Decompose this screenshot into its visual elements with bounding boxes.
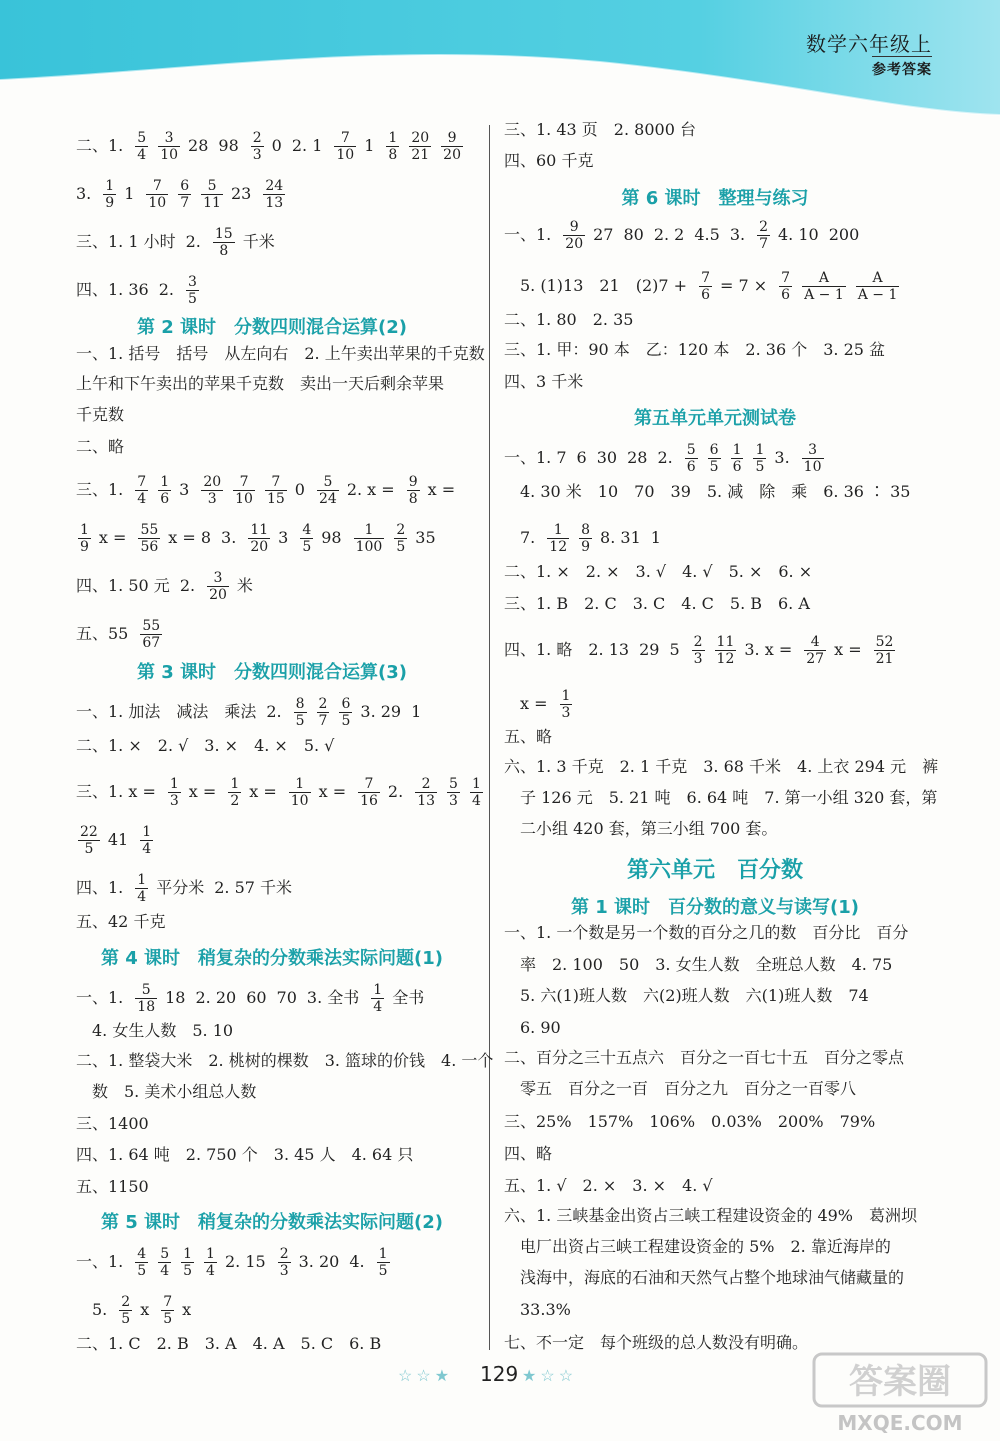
answer-text: 四、略: [504, 1144, 553, 1163]
answer-text: 29: [639, 640, 660, 659]
answer-line: [504, 634, 903, 667]
answer-text: 2. 20: [195, 988, 237, 1007]
fraction: $\frac{A}{A - 1}$: [857, 270, 898, 303]
answer-text: 3.: [774, 448, 790, 467]
answer-line: [504, 1206, 927, 1226]
fraction: $\frac{1}{5}$: [755, 442, 765, 475]
fraction: $\frac{7}{4}$: [137, 474, 147, 507]
answer-text: 2. 2: [653, 225, 685, 244]
fraction: $\frac{5}{3}$: [449, 776, 458, 809]
answer-line: [504, 270, 907, 303]
answer-text: 一、1. 括号 括号 从左向右 2. 上午卖出苹果的千克数: [76, 344, 485, 363]
answer-line: [76, 522, 446, 555]
answer-line: [504, 788, 947, 808]
fraction: $\frac{2}{3}$: [279, 1246, 289, 1279]
answer-text: 零五 百分之一百 百分之九 百分之一百零八: [504, 1079, 857, 1098]
answer-text: 2. 57 千米: [214, 878, 293, 897]
answer-text: 2. 15: [224, 1252, 266, 1271]
answer-text: 6. 90: [504, 1018, 561, 1037]
answer-line: [76, 1294, 201, 1327]
answer-text: 电厂出资占三峡工程建设资金的 5% 2. 靠近海岸的: [504, 1237, 891, 1256]
answer-text: 全书: [392, 988, 425, 1007]
fraction: $\frac{1}{2}$: [230, 776, 240, 809]
answer-text: 二、百分之三十五点六 百分之一百七十五 百分之零点: [504, 1048, 905, 1067]
fraction: $\frac{7}{10}$: [235, 474, 253, 507]
answer-text: 六、1. 3 千克 2. 1 千克 3. 68 千米 4. 上衣 294 元 裤: [504, 757, 939, 776]
header-title: 数学六年级上: [806, 32, 932, 56]
answer-text: 四、1.: [76, 878, 124, 897]
fraction: $\frac{1}{5}$: [378, 1246, 388, 1279]
answer-text: 六、1. 三峡基金出资占三峡工程建设资金的 49% 葛洲坝: [504, 1206, 918, 1225]
answer-line: [76, 1114, 159, 1134]
answer-line: [504, 372, 593, 392]
answer-text: 子 126 元 5. 21 吨 6. 64 吨 7. 第一小组 320 套，第: [504, 788, 938, 807]
answer-text: 200: [828, 225, 860, 244]
answer-line: [504, 757, 948, 777]
fraction: $\frac{7}{10}$: [148, 178, 167, 211]
section-heading: 第六单元 百分数: [626, 858, 804, 883]
section-heading: 第 3 课时 分数四则混合运算(3): [136, 662, 408, 683]
answer-line: [76, 1082, 266, 1102]
answer-line: [76, 474, 465, 507]
fraction: $\frac{1}{4}$: [471, 776, 481, 809]
footer-stars-right: ★☆☆: [522, 1366, 578, 1385]
answer-text: 三、1. 1 小时: [76, 232, 176, 251]
fraction: $\frac{3}{5}$: [187, 274, 197, 307]
fraction: $\frac{4}{5}$: [302, 522, 312, 555]
answer-text: 30: [596, 448, 618, 467]
fraction: $\frac{4}{27}$: [806, 634, 825, 667]
answer-text: 2.: [179, 576, 196, 595]
answer-text: 4. 10: [778, 225, 819, 244]
answer-line: [76, 776, 491, 809]
fraction: $\frac{2}{3}$: [252, 130, 262, 163]
answer-text: 70: [276, 988, 297, 1007]
answer-text: 18: [165, 988, 186, 1007]
answer-line: [76, 344, 495, 364]
fraction: $\frac{1}{4}$: [137, 872, 147, 905]
fraction: $\frac{5}{11}$: [203, 178, 221, 211]
fraction: $\frac{55}{67}$: [142, 618, 161, 651]
fraction: $\frac{1}{4}$: [142, 824, 152, 857]
answer-text: 28: [188, 136, 209, 155]
answer-text: 33.3%: [504, 1300, 571, 1319]
answer-text: 5: [669, 640, 680, 659]
answer-text: 三、1.: [76, 480, 124, 499]
answer-text: 3.: [221, 528, 237, 547]
answer-text: 四、1. 50 元: [76, 576, 170, 595]
answer-text: 五、略: [504, 727, 553, 746]
fraction: $\frac{7}{5}$: [163, 1294, 173, 1327]
answer-text: 三、1. B 2. C 3. C 4. C 5. B 6. A: [504, 594, 810, 613]
answer-text: 98: [321, 528, 342, 547]
header-banner: [0, 0, 1000, 120]
answer-line: [504, 1018, 571, 1038]
answer-text: 千克数: [76, 405, 125, 424]
fraction: $\frac{7}{16}$: [360, 776, 378, 809]
fraction: $\frac{1}{8}$: [388, 130, 398, 163]
answer-text: x =: [318, 782, 347, 801]
answer-line: [76, 437, 134, 457]
answer-text: 80: [623, 225, 644, 244]
answer-text: x =: [188, 782, 217, 801]
answer-text: 四、1. 略 2. 13: [504, 640, 630, 659]
answer-line: [76, 374, 454, 394]
section-heading: 第 1 课时 百分数的意义与读写(1): [570, 897, 860, 918]
answer-line: [504, 151, 603, 171]
answer-text: 60: [246, 988, 267, 1007]
answer-line: [504, 562, 822, 582]
fraction: $\frac{1}{6}$: [160, 474, 170, 507]
answer-text: x: [140, 1300, 150, 1319]
answer-text: 五、1. √ 2. × 3. × 4. √: [504, 1176, 713, 1195]
watermark-text: 答案圈: [849, 1362, 951, 1402]
fraction: $\frac{A}{A - 1}$: [804, 270, 844, 303]
fraction: $\frac{5}{6}$: [686, 442, 696, 475]
fraction: $\frac{20}{21}$: [411, 130, 430, 163]
answer-line: [76, 274, 207, 307]
fraction: $\frac{7}{6}$: [781, 270, 791, 303]
fraction: $\frac{5}{24}$: [318, 474, 337, 507]
answer-text: 3.: [76, 184, 92, 203]
answer-text: 2. 1: [291, 136, 323, 155]
fraction: $\frac{15}{8}$: [214, 226, 233, 259]
answer-line: [76, 1145, 423, 1165]
answer-line: [76, 912, 175, 932]
fraction: $\frac{7}{6}$: [701, 270, 710, 303]
fraction: $\frac{1}{9}$: [105, 178, 115, 211]
fraction: $\frac{1}{12}$: [549, 522, 568, 555]
answer-text: 二、1.: [76, 136, 124, 155]
answer-line: [504, 727, 562, 747]
answer-line: [504, 482, 920, 502]
fraction: $\frac{6}{5}$: [341, 696, 351, 729]
answer-line: [76, 618, 170, 651]
answer-line: [504, 1144, 562, 1164]
answer-line: [504, 1176, 723, 1196]
answer-text: 五、1150: [76, 1177, 149, 1196]
watermark-url: MXQE.COM: [837, 1411, 963, 1435]
answer-line: [504, 1048, 914, 1068]
fraction: $\frac{52}{21}$: [875, 634, 894, 667]
answer-text: 一、1. 加法 减法 乘法: [76, 702, 257, 721]
answer-text: 2.: [387, 782, 404, 801]
answer-line: [76, 405, 134, 425]
answer-text: 5. 六(1)班人数 六(2)班人数 六(1)班人数 74: [504, 986, 869, 1005]
answer-text: 三、1. 甲：90 本 乙：120 本 2. 36 个 3. 25 盆: [504, 340, 886, 359]
fraction: $\frac{1}{3}$: [169, 776, 179, 809]
fraction: $\frac{1}{9}$: [80, 522, 89, 555]
answer-text: 千米: [242, 232, 275, 251]
fraction: $\frac{9}{20}$: [443, 130, 461, 163]
answer-text: 3: [278, 528, 289, 547]
answer-text: 5. (1)13 21 (2)7 +: [504, 276, 688, 295]
answer-text: 浅海中，海底的石油和天然气占整个地球油气储藏量的: [504, 1268, 905, 1287]
answer-line: [504, 1079, 866, 1099]
answer-text: 四、60 千克: [504, 151, 594, 170]
fraction: $\frac{24}{13}$: [265, 178, 284, 211]
answer-text: 上午和下午卖出的苹果千克数 卖出一天后剩余苹果: [76, 374, 445, 393]
answer-text: 2. x =: [346, 480, 395, 499]
answer-text: 3: [179, 480, 190, 499]
answer-line: [504, 310, 643, 330]
answer-text: 3. 全书: [306, 988, 360, 1007]
fraction: $\frac{2}{5}$: [396, 522, 406, 555]
answer-text: 二、1. × 2. √ 3. × 4. × 5. √: [76, 736, 335, 755]
fraction: $\frac{1}{3}$: [561, 688, 571, 721]
answer-text: 35: [415, 528, 436, 547]
answer-text: x =: [249, 782, 277, 801]
fraction: $\frac{8}{5}$: [295, 696, 305, 729]
answer-text: 2.: [657, 448, 673, 467]
answer-text: 98: [218, 136, 239, 155]
answer-line: [504, 1268, 914, 1288]
answer-text: 二、1. C 2. B 3. A 4. A 5. C 6. B: [76, 1334, 382, 1353]
answer-text: 27: [593, 225, 614, 244]
answer-line: [76, 178, 293, 211]
fraction: $\frac{1}{6}$: [732, 442, 742, 475]
answer-text: x =: [834, 640, 862, 659]
answer-text: 三、1. 43 页 2. 8000 台: [504, 120, 696, 139]
fraction: $\frac{7}{15}$: [266, 474, 285, 507]
answer-text: 28: [627, 448, 648, 467]
answer-text: 率 2. 100 50 3. 女生人数 全班总人数 4. 75: [504, 955, 893, 974]
answer-text: 2.: [158, 280, 174, 299]
answer-line: [76, 1334, 391, 1354]
answer-text: 4.5: [694, 225, 720, 244]
page-number: 129: [480, 1362, 519, 1386]
answer-line: [504, 1112, 885, 1132]
answer-line: [504, 522, 671, 555]
answer-line: [504, 955, 902, 975]
section-heading: 第 6 课时 整理与练习: [621, 188, 809, 209]
answer-text: 3.: [729, 225, 746, 244]
answer-text: 23: [230, 184, 252, 203]
answer-text: 8. 31: [600, 528, 641, 547]
answer-line: [76, 130, 471, 163]
answer-line: [504, 219, 869, 252]
answer-line: [504, 1333, 818, 1353]
answer-text: x =: [98, 528, 127, 547]
answer-line: [504, 1237, 901, 1257]
answer-text: 平分米: [156, 878, 205, 897]
answer-text: 二、1. 整袋大米 2. 桃树的棵数 3. 篮球的价钱 4. 一个: [76, 1051, 494, 1070]
answer-line: [504, 819, 787, 839]
answer-text: x: [182, 1300, 192, 1319]
answer-text: 1: [124, 184, 135, 203]
fraction: $\frac{2}{7}$: [759, 219, 768, 252]
section-heading: 第 2 课时 分数四则混合运算(2): [136, 317, 408, 338]
footer-stars-left: ☆☆★: [398, 1366, 454, 1385]
answer-text: 5.: [76, 1300, 108, 1319]
answer-text: 一、1. 一个数是另一个数的百分之几的数 百分比 百分: [504, 923, 909, 942]
answer-text: 1: [364, 136, 375, 155]
fraction: $\frac{11}{12}$: [716, 634, 735, 667]
fraction: $\frac{55}{56}$: [140, 522, 159, 555]
answer-text: 二、1. 80 2. 35: [504, 310, 634, 329]
answer-line: [504, 594, 820, 614]
answer-line: [504, 923, 918, 943]
answer-text: 五、55: [76, 624, 129, 643]
answer-line: [76, 824, 161, 857]
watermark-logo: [810, 1350, 990, 1435]
answer-line: [504, 340, 895, 360]
answer-text: 一、1.: [76, 1252, 124, 1271]
answer-text: 3. x =: [744, 640, 793, 659]
fraction: $\frac{2}{3}$: [693, 634, 703, 667]
answer-text: x =: [427, 480, 456, 499]
answer-text: 4. 30 米 10 70 39 5. 减 除 乘 6. 36 ∶ 35: [504, 482, 911, 501]
answer-text: x = 8: [168, 528, 212, 547]
answer-line: [504, 1300, 581, 1320]
answer-text: 米: [236, 576, 253, 595]
answer-text: 三、1. x =: [76, 782, 156, 801]
fraction: $\frac{6}{7}$: [180, 178, 190, 211]
fraction: $\frac{4}{5}$: [137, 1246, 147, 1279]
answer-text: 3. 20: [298, 1252, 340, 1271]
answer-line: [76, 982, 434, 1015]
answer-line: [504, 120, 706, 140]
answer-text: x =: [504, 694, 548, 713]
answer-text: 1: [411, 702, 422, 721]
answer-text: 0: [271, 136, 282, 155]
fraction: $\frac{3}{20}$: [209, 570, 227, 603]
answer-text: 四、1. 36: [76, 280, 149, 299]
answer-line: [504, 986, 879, 1006]
answer-text: 2.: [266, 702, 282, 721]
answer-line: [504, 442, 832, 475]
answer-line: [76, 1051, 503, 1071]
fraction: $\frac{1}{4}$: [206, 1246, 215, 1279]
answer-text: 一、1.: [504, 225, 552, 244]
fraction: $\frac{5}{4}$: [160, 1246, 170, 1279]
fraction: $\frac{1}{100}$: [355, 522, 383, 555]
header-subtitle: 参考答案: [872, 56, 932, 79]
fraction: $\frac{1}{5}$: [183, 1246, 193, 1279]
answer-text: = 7 ×: [720, 276, 768, 295]
answer-text: 三、1400: [76, 1114, 149, 1133]
answer-text: 0: [294, 480, 305, 499]
answer-line: [76, 570, 263, 603]
answer-text: 五、42 千克: [76, 912, 166, 931]
answer-text: 4.: [349, 1252, 365, 1271]
fraction: $\frac{1}{4}$: [373, 982, 383, 1015]
column-divider: [489, 125, 490, 1350]
fraction: $\frac{5}{18}$: [137, 982, 156, 1015]
answer-text: 四、3 千米: [504, 372, 584, 391]
answer-text: 7.: [504, 528, 536, 547]
fraction: $\frac{2}{5}$: [121, 1294, 131, 1327]
fraction: $\frac{6}{5}$: [709, 442, 719, 475]
answer-line: [76, 872, 302, 905]
answer-text: 二小组 420 套，第三小组 700 套。: [504, 819, 778, 838]
answer-text: 七、不一定 每个班级的总人数没有明确。: [504, 1333, 809, 1352]
answer-text: 四、1. 64 吨 2. 750 个 3. 45 人 4. 64 只: [76, 1145, 414, 1164]
answer-text: 2.: [185, 232, 201, 251]
fraction: $\frac{2}{7}$: [318, 696, 328, 729]
answer-text: 数 5. 美术小组总人数: [76, 1082, 257, 1101]
fraction: $\frac{22}{5}$: [80, 824, 98, 857]
answer-text: 1: [650, 528, 661, 547]
fraction: $\frac{8}{9}$: [581, 522, 591, 555]
answer-text: 3. 29: [360, 702, 402, 721]
fraction: $\frac{9}{20}$: [565, 219, 584, 252]
answer-line: [76, 226, 285, 259]
answer-text: 一、1. 7: [504, 448, 567, 467]
answer-text: 三、25% 157% 106% 0.03% 200% 79%: [504, 1112, 876, 1131]
section-heading: 第 5 课时 稍复杂的分数乘法实际问题(2): [100, 1212, 444, 1233]
answer-text: 二、1. × 2. × 3. √ 4. √ 5. × 6. ×: [504, 562, 813, 581]
answer-text: 4. 女生人数 5. 10: [76, 1021, 234, 1040]
fraction: $\frac{9}{8}$: [408, 474, 418, 507]
answer-line: [76, 1246, 398, 1279]
fraction: $\frac{1}{10}$: [290, 776, 309, 809]
answer-line: [76, 696, 431, 729]
fraction: $\frac{7}{10}$: [336, 130, 355, 163]
fraction: $\frac{3}{10}$: [803, 442, 822, 475]
answer-text: 6: [576, 448, 587, 467]
fraction: $\frac{11}{20}$: [250, 522, 269, 555]
answer-line: [76, 1021, 243, 1041]
fraction: $\frac{20}{3}$: [203, 474, 222, 507]
answer-text: 二、略: [76, 437, 125, 456]
answer-text: 一、1.: [76, 988, 124, 1007]
answer-line: [76, 736, 344, 756]
fraction: $\frac{3}{10}$: [160, 130, 179, 163]
answer-line: [76, 1177, 159, 1197]
section-heading: 第五单元单元测试卷: [634, 408, 796, 429]
fraction: $\frac{5}{4}$: [137, 130, 147, 163]
answer-line: [504, 688, 580, 721]
answer-text: 41: [107, 830, 129, 849]
section-heading: 第 4 课时 稍复杂的分数乘法实际问题(1): [100, 948, 444, 969]
fraction: $\frac{2}{13}$: [417, 776, 436, 809]
